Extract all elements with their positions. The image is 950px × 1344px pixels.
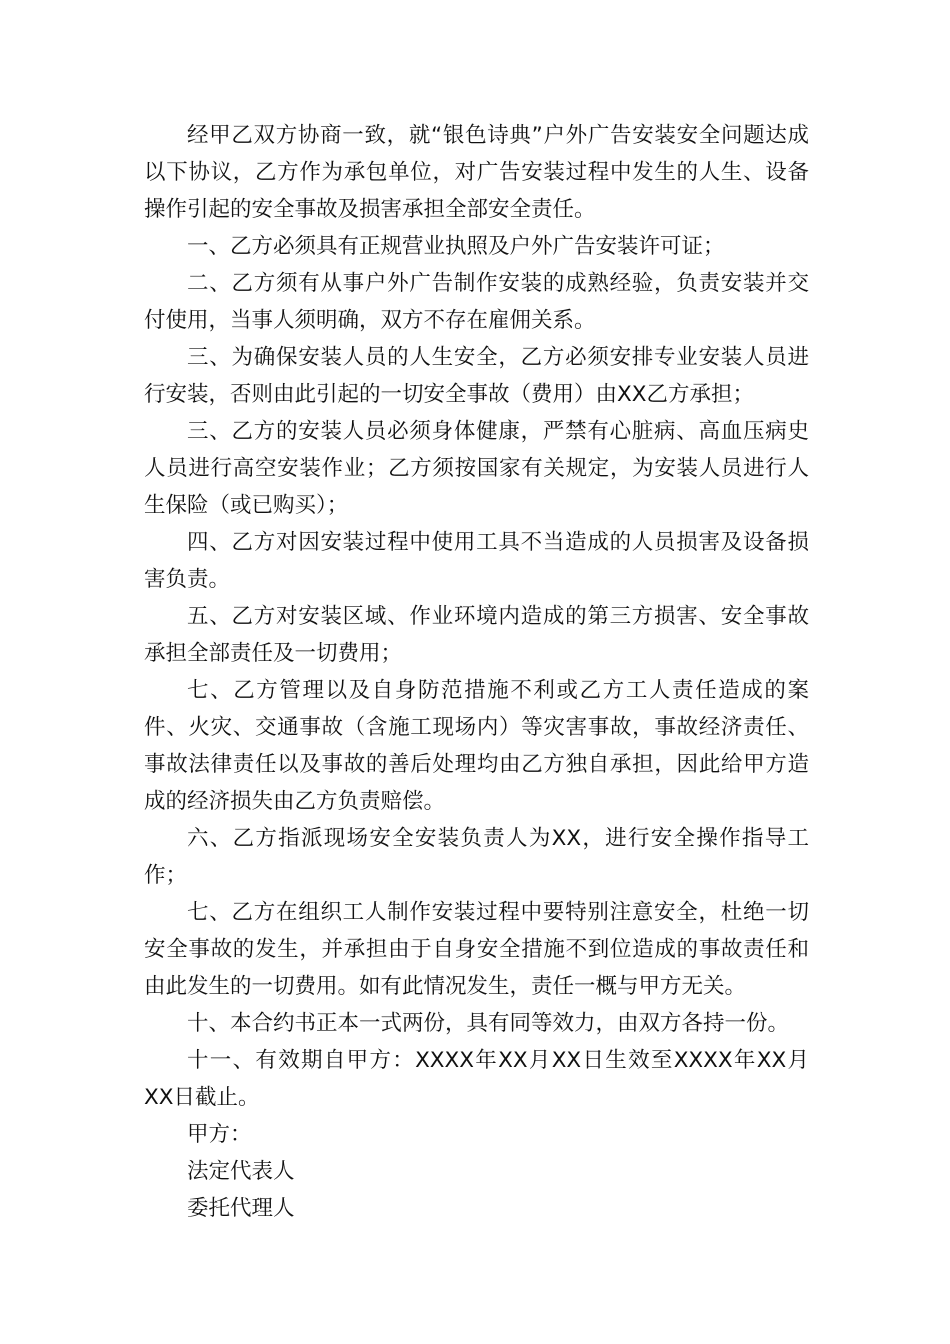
paragraph-clause-7a: 七、乙方管理以及自身防范措施不利或乙方工人责任造成的案件、火灾、交通事故（含施工现场内）等灾害事故，事故经济责任、事故法律责任以及事故的善后处理均由乙方独自承担，因此给甲方造成的经济损失由乙方负责赔偿。	[144, 678, 809, 814]
paragraph-clause-7b: 七、乙方在组织工人制作安装过程中要特别注意安全，杜绝一切安全事故的发生，并承担由于自身安全措施不到位造成的事故责任和由此发生的一切费用。如有此情况发生，责任一概与甲方无关。	[144, 900, 809, 999]
paragraph-clause-6: 六、乙方指派现场安全安装负责人为XX，进行安全操作指导工作；	[144, 826, 809, 888]
paragraph-intro: 经甲乙双方协商一致，就“银色诗典”户外广告安装安全问题达成以下协议，乙方作为承包单位，对广告安装过程中发生的人生、设备操作引起的安全事故及损害承担全部安全责任。	[144, 123, 809, 222]
signature-agent: 委托代理人	[187, 1196, 295, 1221]
paragraph-clause-11: 十一、有效期自甲方：XXXX年XX月XX日生效至XXXX年XX月XX日截止。	[144, 1048, 809, 1110]
signature-party-a: 甲方：	[187, 1122, 252, 1147]
document-body	[144, 117, 809, 1227]
paragraph-clause-10: 十、本合约书正本一式两份，具有同等效力，由双方各持一份。	[187, 1011, 790, 1036]
paragraph-clause-2: 二、乙方须有从事户外广告制作安装的成熟经验，负责安装并交付使用，当事人须明确，双方不存在雇佣关系。	[144, 271, 809, 333]
paragraph-clause-1: 一、乙方必须具有正规营业执照及户外广告安装许可证；	[187, 234, 725, 259]
paragraph-clause-5: 五、乙方对安装区域、作业环境内造成的第三方损害、安全事故承担全部责任及一切费用；	[144, 604, 809, 666]
paragraph-clause-4: 四、乙方对因安装过程中使用工具不当造成的人员损害及设备损害负责。	[144, 530, 809, 592]
paragraph-clause-3b: 三、乙方的安装人员必须身体健康，严禁有心脏病、高血压病史人员进行高空安装作业；乙方须按国家有关规定，为安装人员进行人生保险（或已购买）；	[144, 419, 809, 518]
signature-legal-rep: 法定代表人	[187, 1159, 295, 1184]
paragraph-clause-3a: 三、为确保安装人员的人生安全，乙方必须安排专业安装人员进行安装，否则由此引起的一切安全事故（费用）由XX乙方承担；	[144, 345, 809, 407]
